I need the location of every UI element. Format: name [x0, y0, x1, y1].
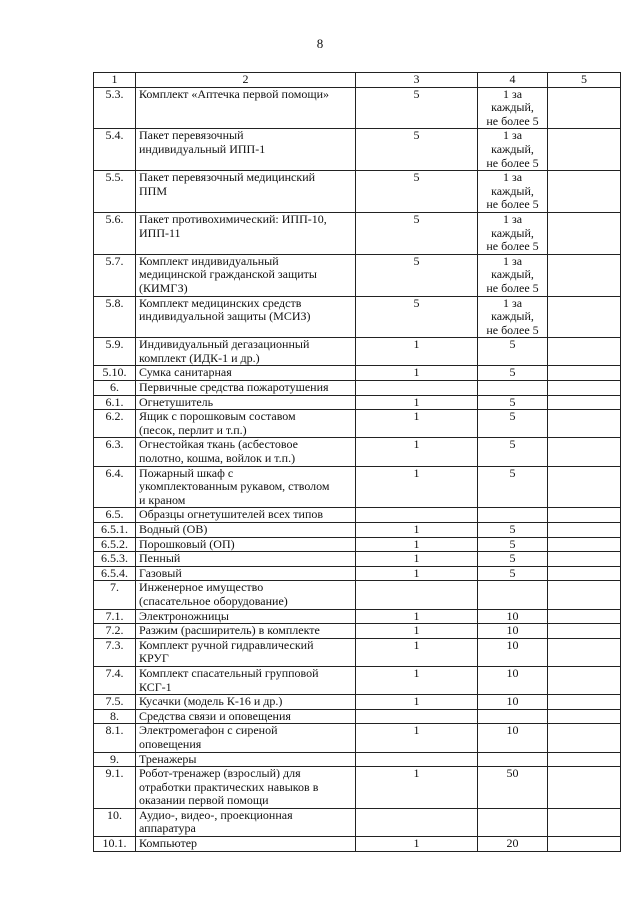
item-name: Водный (ОВ) — [136, 523, 356, 538]
item-quantity: 1 — [356, 537, 478, 552]
item-norm: 1 за каждый, не более 5 — [478, 212, 548, 254]
item-note — [548, 87, 621, 129]
table-row — [94, 767, 621, 809]
item-note — [548, 724, 621, 752]
column-header: 5 — [548, 73, 621, 88]
item-quantity: 1 — [356, 767, 478, 809]
item-number: 6.2. — [94, 410, 136, 438]
item-quantity: 5 — [356, 212, 478, 254]
table-row — [94, 752, 621, 767]
item-name: Электромегафон с сиреной оповещения — [136, 724, 356, 752]
item-quantity: 1 — [356, 666, 478, 694]
table-row — [94, 410, 621, 438]
item-name: Порошковый (ОП) — [136, 537, 356, 552]
column-header: 3 — [356, 73, 478, 88]
item-name: Огнетушитель — [136, 395, 356, 410]
item-number: 6. — [94, 381, 136, 396]
table-row — [94, 609, 621, 624]
item-norm: 10 — [478, 695, 548, 710]
table-header-row — [94, 73, 621, 88]
table-row — [94, 666, 621, 694]
item-note — [548, 695, 621, 710]
item-norm — [478, 808, 548, 836]
item-number: 5.7. — [94, 254, 136, 296]
item-note — [548, 666, 621, 694]
table-body — [94, 73, 621, 852]
item-note — [548, 537, 621, 552]
item-name: Разжим (расширитель) в комплекте — [136, 624, 356, 639]
item-quantity: 5 — [356, 296, 478, 338]
item-note — [548, 566, 621, 581]
item-number: 6.5. — [94, 508, 136, 523]
item-note — [548, 466, 621, 508]
table-row — [94, 381, 621, 396]
item-norm: 5 — [478, 523, 548, 538]
item-quantity: 1 — [356, 438, 478, 466]
item-number: 5.6. — [94, 212, 136, 254]
item-note — [548, 508, 621, 523]
item-quantity — [356, 581, 478, 609]
item-norm: 5 — [478, 466, 548, 508]
table-row — [94, 581, 621, 609]
table-row — [94, 624, 621, 639]
item-number: 8.1. — [94, 724, 136, 752]
item-note — [548, 212, 621, 254]
item-norm: 1 за каждый, не более 5 — [478, 296, 548, 338]
item-number: 6.5.1. — [94, 523, 136, 538]
item-quantity: 5 — [356, 254, 478, 296]
item-note — [548, 395, 621, 410]
item-number: 7. — [94, 581, 136, 609]
item-quantity: 1 — [356, 466, 478, 508]
item-norm — [478, 508, 548, 523]
item-note — [548, 438, 621, 466]
item-quantity: 1 — [356, 366, 478, 381]
item-number: 5.8. — [94, 296, 136, 338]
item-quantity: 1 — [356, 338, 478, 366]
table-row — [94, 338, 621, 366]
item-quantity — [356, 381, 478, 396]
table-row — [94, 566, 621, 581]
item-name: Средства связи и оповещения — [136, 709, 356, 724]
item-norm: 5 — [478, 552, 548, 567]
item-quantity: 5 — [356, 129, 478, 171]
item-note — [548, 767, 621, 809]
item-norm: 5 — [478, 366, 548, 381]
item-quantity: 1 — [356, 552, 478, 567]
item-norm: 5 — [478, 410, 548, 438]
table-row — [94, 808, 621, 836]
item-note — [548, 296, 621, 338]
item-name: Пакет перевязочный индивидуальный ИПП-1 — [136, 129, 356, 171]
table-row — [94, 171, 621, 213]
item-number: 7.3. — [94, 638, 136, 666]
item-name: Ящик с порошковым составом (песок, перлит и т.п.) — [136, 410, 356, 438]
item-name: Кусачки (модель К-16 и др.) — [136, 695, 356, 710]
table-row — [94, 537, 621, 552]
item-name: Сумка санитарная — [136, 366, 356, 381]
item-name: Пожарный шкаф с укомплектованным рукавом, стволом и краном — [136, 466, 356, 508]
table-row — [94, 552, 621, 567]
item-quantity: 1 — [356, 410, 478, 438]
item-quantity — [356, 508, 478, 523]
table-row — [94, 129, 621, 171]
table-row — [94, 724, 621, 752]
item-name: Первичные средства пожаротушения — [136, 381, 356, 396]
item-number: 5.10. — [94, 366, 136, 381]
item-note — [548, 171, 621, 213]
item-name: Аудио-, видео-, проекционная аппаратура — [136, 808, 356, 836]
column-header: 4 — [478, 73, 548, 88]
item-norm: 10 — [478, 609, 548, 624]
item-number: 5.3. — [94, 87, 136, 129]
item-name: Огнестойкая ткань (асбестовое полотно, кошма, войлок и т.п.) — [136, 438, 356, 466]
item-norm: 10 — [478, 724, 548, 752]
item-name: Образцы огнетушителей всех типов — [136, 508, 356, 523]
item-norm: 1 за каждый, не более 5 — [478, 171, 548, 213]
item-quantity: 5 — [356, 171, 478, 213]
item-note — [548, 523, 621, 538]
item-norm: 10 — [478, 624, 548, 639]
table-row — [94, 709, 621, 724]
item-norm: 5 — [478, 438, 548, 466]
item-name: Пакет противохимический: ИПП-10, ИПП-11 — [136, 212, 356, 254]
item-norm: 5 — [478, 537, 548, 552]
item-number: 6.5.3. — [94, 552, 136, 567]
item-name: Пакет перевязочный медицинский ППМ — [136, 171, 356, 213]
item-note — [548, 709, 621, 724]
item-number: 7.4. — [94, 666, 136, 694]
item-number: 9. — [94, 752, 136, 767]
item-name: Комплект индивидуальный медицинской гражданской защиты (КИМГЗ) — [136, 254, 356, 296]
table-row — [94, 395, 621, 410]
column-header: 2 — [136, 73, 356, 88]
item-number: 6.5.2. — [94, 537, 136, 552]
item-name: Газовый — [136, 566, 356, 581]
item-note — [548, 552, 621, 567]
item-norm: 50 — [478, 767, 548, 809]
item-number: 7.1. — [94, 609, 136, 624]
item-quantity: 1 — [356, 724, 478, 752]
table-row — [94, 212, 621, 254]
item-name: Тренажеры — [136, 752, 356, 767]
column-header: 1 — [94, 73, 136, 88]
item-number: 5.9. — [94, 338, 136, 366]
table-row — [94, 87, 621, 129]
item-norm — [478, 581, 548, 609]
item-norm: 10 — [478, 638, 548, 666]
item-norm: 1 за каждый, не более 5 — [478, 87, 548, 129]
item-name: Комплект медицинских средств индивидуальной защиты (МСИЗ) — [136, 296, 356, 338]
item-norm: 10 — [478, 666, 548, 694]
equipment-table — [93, 72, 621, 852]
item-number: 5.5. — [94, 171, 136, 213]
item-note — [548, 624, 621, 639]
table-row — [94, 366, 621, 381]
item-quantity — [356, 808, 478, 836]
item-norm: 5 — [478, 338, 548, 366]
item-norm — [478, 752, 548, 767]
table-row — [94, 438, 621, 466]
item-quantity: 1 — [356, 837, 478, 852]
item-name: Инженерное имущество (спасательное оборудование) — [136, 581, 356, 609]
item-quantity: 1 — [356, 624, 478, 639]
item-norm: 1 за каждый, не более 5 — [478, 129, 548, 171]
item-note — [548, 808, 621, 836]
item-note — [548, 581, 621, 609]
item-name: Пенный — [136, 552, 356, 567]
item-number: 8. — [94, 709, 136, 724]
item-number: 7.2. — [94, 624, 136, 639]
item-norm — [478, 709, 548, 724]
table-row — [94, 508, 621, 523]
item-norm: 20 — [478, 837, 548, 852]
item-note — [548, 129, 621, 171]
item-number: 10. — [94, 808, 136, 836]
item-number: 6.1. — [94, 395, 136, 410]
item-norm: 1 за каждый, не более 5 — [478, 254, 548, 296]
item-note — [548, 609, 621, 624]
item-note — [548, 638, 621, 666]
item-number: 7.5. — [94, 695, 136, 710]
item-norm — [478, 381, 548, 396]
item-quantity — [356, 752, 478, 767]
item-number: 6.3. — [94, 438, 136, 466]
item-quantity: 1 — [356, 638, 478, 666]
item-number: 10.1. — [94, 837, 136, 852]
item-number: 9.1. — [94, 767, 136, 809]
item-note — [548, 381, 621, 396]
table-row — [94, 296, 621, 338]
item-note — [548, 752, 621, 767]
table-row — [94, 254, 621, 296]
item-name: Индивидуальный дегазационный комплект (ИДК-1 и др.) — [136, 338, 356, 366]
item-quantity: 1 — [356, 566, 478, 581]
item-note — [548, 254, 621, 296]
item-norm: 5 — [478, 566, 548, 581]
item-norm: 5 — [478, 395, 548, 410]
item-quantity: 1 — [356, 395, 478, 410]
item-name: Компьютер — [136, 837, 356, 852]
item-note — [548, 366, 621, 381]
item-quantity: 1 — [356, 609, 478, 624]
item-name: Комплект «Аптечка первой помощи» — [136, 87, 356, 129]
item-note — [548, 338, 621, 366]
item-quantity: 1 — [356, 695, 478, 710]
item-number: 5.4. — [94, 129, 136, 171]
item-quantity: 1 — [356, 523, 478, 538]
item-quantity — [356, 709, 478, 724]
item-name: Комплект спасательный групповой КСГ-1 — [136, 666, 356, 694]
item-name: Электроножницы — [136, 609, 356, 624]
item-number: 6.5.4. — [94, 566, 136, 581]
item-number: 6.4. — [94, 466, 136, 508]
table-row — [94, 695, 621, 710]
item-name: Комплект ручной гидравлический КРУГ — [136, 638, 356, 666]
item-note — [548, 837, 621, 852]
item-note — [548, 410, 621, 438]
table-row — [94, 638, 621, 666]
page-number: 8 — [316, 36, 324, 51]
table-row — [94, 837, 621, 852]
item-quantity: 5 — [356, 87, 478, 129]
table-row — [94, 523, 621, 538]
table-row — [94, 466, 621, 508]
item-name: Робот-тренажер (взрослый) для отработки практических навыков в оказании первой помощи — [136, 767, 356, 809]
